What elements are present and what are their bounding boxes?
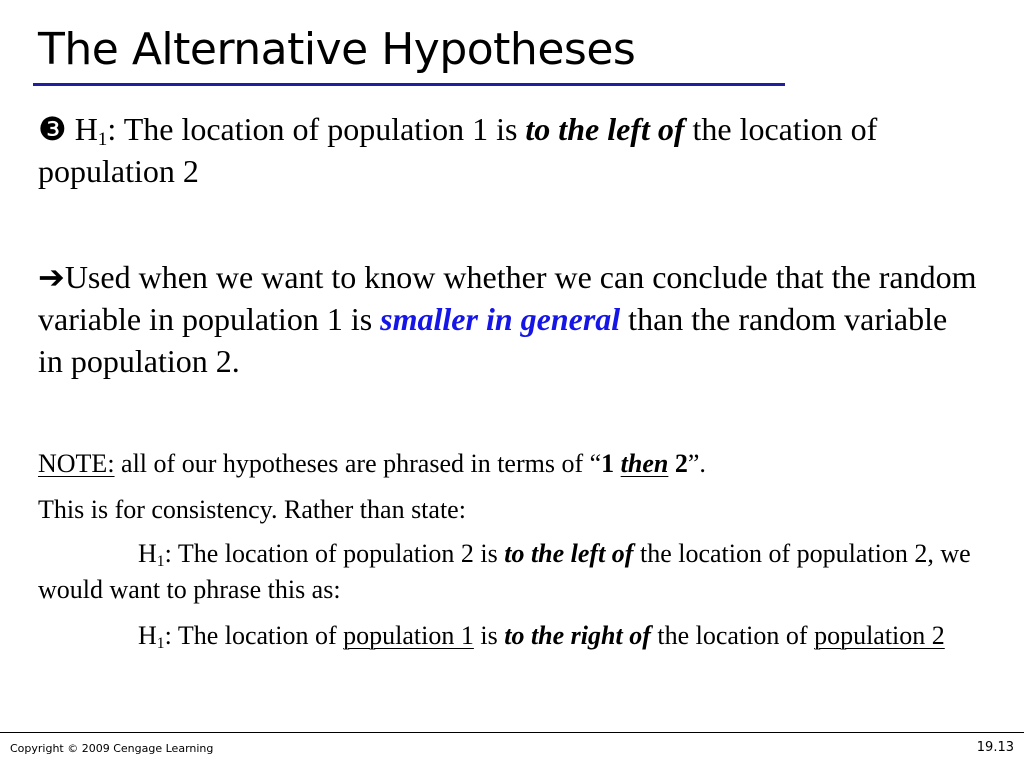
note-text-pre: all of our hypotheses are phrased in terms of “ [114, 449, 602, 478]
example2-population-1: population 1 [343, 621, 474, 650]
note-one: 1 [601, 449, 615, 478]
consistency-line: This is for consistency. Rather than state: [38, 495, 466, 524]
note-paragraph [38, 446, 998, 482]
note-text-post: ”. [687, 449, 706, 478]
example2-text-pre: : The location of [164, 621, 344, 650]
note-two: 2 [674, 449, 688, 478]
h-subscript: 1 [97, 128, 108, 150]
hypothesis-paragraph [38, 108, 938, 192]
hypothesis-text-post: the location of population 2 [38, 111, 878, 189]
example2-text-post: the location of [650, 621, 815, 650]
example1-emphasis: to the left of [504, 539, 634, 568]
slide-number: 19.13 [976, 740, 1014, 755]
example-paragraph-1 [38, 536, 1018, 608]
usage-paragraph [38, 256, 978, 382]
usage-text-post: than the random variable in population 2. [38, 301, 948, 379]
copyright-text: Copyright © 2009 Cengage Learning [10, 742, 214, 755]
example1-h-subscript: 1 [156, 552, 165, 570]
number-three-icon: ❸ [38, 111, 67, 147]
example2-h-subscript: 1 [156, 634, 165, 652]
h-label: H [74, 111, 98, 147]
page-title: The Alternative Hypotheses [38, 24, 636, 75]
example1-h-label: H [138, 539, 157, 568]
example1-text-post: the location of population 2, we would want to phrase this as: [38, 539, 971, 604]
example2-population-2: population 2 [814, 621, 945, 650]
hypothesis-emphasis: to the left of [525, 111, 685, 147]
note-label: NOTE: [38, 449, 115, 478]
example2-h-label: H [138, 621, 157, 650]
hypothesis-text-pre: : The location of population 1 is [107, 111, 526, 147]
footer-divider [0, 732, 1024, 733]
title-underline [33, 83, 785, 86]
usage-emphasis: smaller in general [380, 301, 621, 337]
example2-text-mid: is [473, 621, 505, 650]
example-paragraph-2 [38, 618, 1018, 654]
example2-emphasis: to the right of [504, 621, 651, 650]
right-arrow-icon: ➔ [38, 259, 65, 295]
note-then: then [620, 449, 669, 478]
example1-text-pre: : The location of population 2 is [164, 539, 505, 568]
usage-text-pre: Used when we want to know whether we can conclude that the random variable in population 1 is [38, 259, 977, 337]
